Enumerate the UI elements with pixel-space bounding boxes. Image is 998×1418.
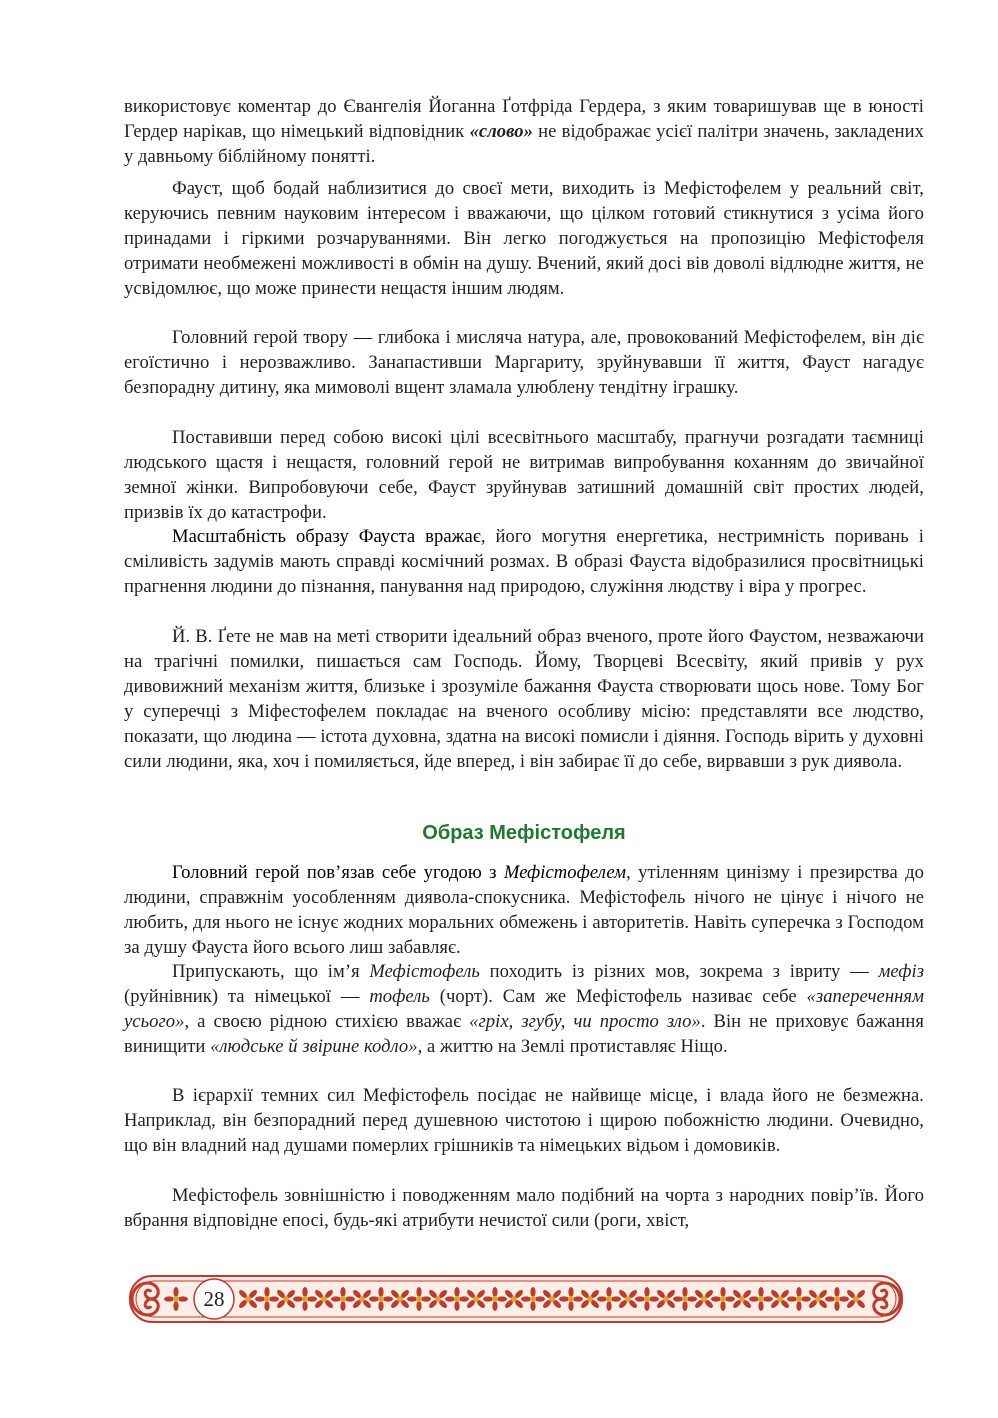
text-span: походить із різних мов, зокрема з івриту —	[479, 961, 879, 982]
text-span: , а життю на Землі протиставляє Ніщо.	[417, 1035, 728, 1057]
text-span: . Він не приховує бажання винищити	[124, 1010, 924, 1057]
text-span: Припускають, що ім’я	[172, 961, 370, 982]
section-paragraph-1-rest: , утіленням цинізму і презирства до людини, справжнім уособленням диявола-спокусника. Мефістофель нічого не цінує і нічого не любить, для нього не існує жодних моральних обмежень і авторитетів. Навіть суперечка з Господом за душу Фауста його всього лиш забавляє.	[124, 862, 924, 958]
italic-term: мефіз	[878, 961, 924, 982]
paragraph-2: Фауст, щоб бодай наблизитися до своєї мети, виходить із Мефістофелем у реальний світ, керуючись певним науковим інтересом і вважаючи, що цілком готовий стикнутися з усіма його принадами і гіркими розчаруваннями. Він легко погоджується на пропозицію Мефістофеля отримати необмежені можливості в обмін на душу. Вчений, який досі вів доволі відлюдне життя, не усвідомлює, що може принести нещастя іншим людям.	[124, 178, 924, 299]
page-number: 28	[203, 1287, 225, 1311]
italic-term: тофель	[369, 985, 430, 1007]
text-span: (чорт). Сам же Мефістофель називає себе	[429, 985, 807, 1007]
section-paragraph-1	[124, 861, 924, 961]
page-footer-ornament	[124, 1272, 908, 1326]
highlight-term-mephistopheles: Мефістофелем	[503, 862, 627, 883]
italic-quote: «запереченням усього»	[124, 985, 924, 1032]
text-span: (руйнівник) та німецької —	[124, 985, 370, 1007]
italic-quote: «людське й звірине кодло»	[210, 1035, 418, 1057]
section-paragraph-2	[124, 960, 924, 1060]
section-paragraph-4: Мефістофель зовнішністю і поводженням мало подібний на чорта з народних повір’їв. Його вбрання відповідне епосі, будь-які атрибути нечистої сили (роги, хвіст,	[124, 1185, 924, 1231]
paragraph-1-lead: використовує коментар до Євангелія Йоганна Ґотфріда Гердера, з яким товаришував ще в юності Гердер нарікав, що німецький відповідник	[124, 96, 924, 142]
italic-term: Мефістофель	[369, 961, 480, 982]
paragraph-1	[124, 95, 924, 170]
paragraph-6: Й. В. Ґете не мав на меті створити ідеальний образ вченого, проте його Фаустом, незважаючи на трагічні помилки, пишається сам Господь. Йому, Творцеві Всесвіту, який привів у рух дивовижний механізм життя, близьке і зрозуміле бажання Фауста створювати щось нове. Тому Бог у суперечці з Міфестофелем покладає на вченого особливу місію: представляти все людство, показати, що людина — істота духовна, здатна на високі помисли і діяння. Господь вірить у духовні сили людини, яка, хоч і помиляється, йде вперед, і він забирає її до себе, вирвавши з рук диявола.	[124, 626, 924, 772]
section-paragraph-3: В ієрархії темних сил Мефістофель посідає не найвище місце, і влада його не безмежна. Наприклад, він безпорадний перед душевною чистотою і щирою побожністю людини. Очевидно, що він владний над душами померлих грішників та німецьких відьом і домовиків.	[124, 1085, 924, 1156]
paragraph-3: Головний герой твору — глибока і мисляча натура, але, провокований Мефістофелем, він діє егоїстично і нерозважливо. Занапастивши Маргариту, зруйнувавши її життя, Фауст нагадує безпорадну дитину, яка мимоволі вщент зламала улюблену тендітну іграшку.	[124, 327, 924, 398]
highlight-phrase-2: Головний герой пов’язав себе угодою з	[172, 862, 504, 883]
highlight-phrase: Масштабність образу Фауста вражає	[172, 526, 481, 547]
italic-quote: «гріх, згубу, чи просто зло»	[469, 1010, 701, 1032]
paragraph-5	[124, 525, 924, 600]
term-slovo: «слово»	[469, 120, 533, 142]
text-span: , а своєю рідною стихією вважає	[184, 1010, 470, 1032]
paragraph-4: Поставивши перед собою високі цілі всесвітнього масштабу, прагнучи розгадати таємниці людського щастя і нещастя, головний герой не витримав випробування коханням до звичайної земної жінки. Випробовуючи себе, Фауст зруйнував затишний домашній світ простих людей, призвів їх до катастрофи.	[124, 427, 924, 523]
paragraph-1-tail: не відображає усієї палітри значень, закладених у давньому біблійному понятті.	[124, 120, 924, 167]
ornament-border	[124, 1272, 908, 1326]
section-heading: Образ Мефістофеля	[422, 822, 626, 844]
paragraph-5-rest: , його могутня енергетика, нестримність поривань і сміливість задумів мають справді космічний розмах. В образі Фауста відобразилися просвітницькі прагнення людини до пізнання, панування над природою, служіння людству і віра у прогрес.	[124, 526, 924, 597]
